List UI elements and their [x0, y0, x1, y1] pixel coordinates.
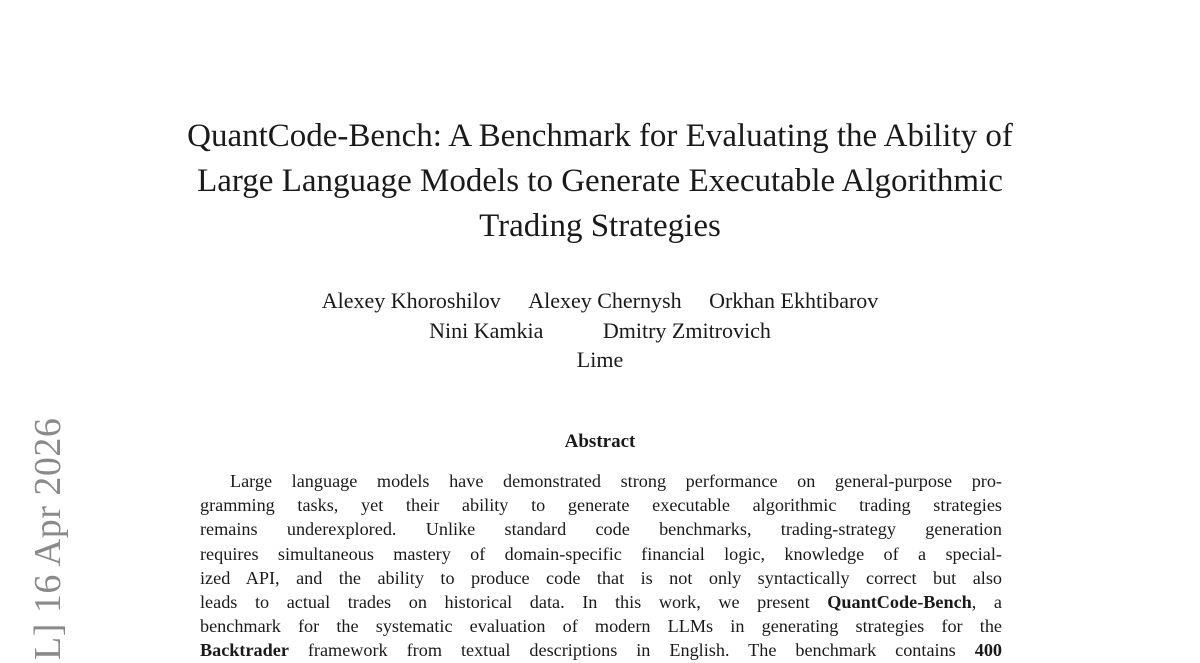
- author-name: Orkhan Ekhtibarov: [709, 288, 879, 313]
- author-name: Nini Kamkia: [429, 318, 544, 343]
- abstract-line: benchmark for the systematic evaluation of modern LLMs in generating strategies for the: [200, 616, 1002, 637]
- author-block: [0, 286, 1200, 374]
- abstract-heading: Abstract: [564, 431, 636, 452]
- author-name: Alexey Chernysh: [528, 288, 682, 313]
- abstract-line: ized API, and the ability to produce code that is not only syntactically correct but also: [200, 567, 1002, 588]
- abstract-text-run: , a: [971, 592, 1002, 613]
- title-line-1: QuantCode-Bench: A Benchmark for Evaluating the Ability of: [187, 118, 1013, 154]
- abstract-line: [200, 590, 1002, 614]
- author-name: Dmitry Zmitrovich: [602, 318, 771, 343]
- author-affiliation: Lime: [576, 347, 624, 372]
- abstract-line: Large language models have demonstrated strong performance on general-purpose pro-: [230, 471, 1002, 491]
- arxiv-side-stamp: L] 16 Apr 2026: [27, 417, 69, 660]
- abstract-text-run: leads to actual trades on historical data. In this work, we present: [200, 592, 828, 613]
- author-row-2: [0, 316, 1200, 346]
- paper-title: [0, 114, 1200, 249]
- abstract-line: remains underexplored. Unlike standard code benchmarks, trading-strategy generation: [200, 519, 1002, 540]
- abstract-line: gramming tasks, yet their ability to generate executable algorithmic trading strategies: [200, 495, 1002, 516]
- abstract-text-run: framework from textual descriptions in English. The benchmark contains: [288, 640, 975, 661]
- author-row-1: [0, 286, 1200, 316]
- task-count-bold: 400: [974, 640, 1002, 661]
- abstract-line: [200, 638, 1002, 662]
- author-name: Alexey Khoroshilov: [321, 288, 501, 313]
- abstract-text: [200, 469, 1002, 663]
- title-line-2: Large Language Models to Generate Executable Algorithmic: [197, 163, 1003, 199]
- benchmark-name-bold: QuantCode-Bench: [827, 592, 972, 613]
- framework-name-bold: Backtrader: [200, 640, 289, 661]
- abstract-line: requires simultaneous mastery of domain-specific financial logic, knowledge of a special-: [200, 543, 1002, 564]
- title-line-3: Trading Strategies: [479, 208, 721, 244]
